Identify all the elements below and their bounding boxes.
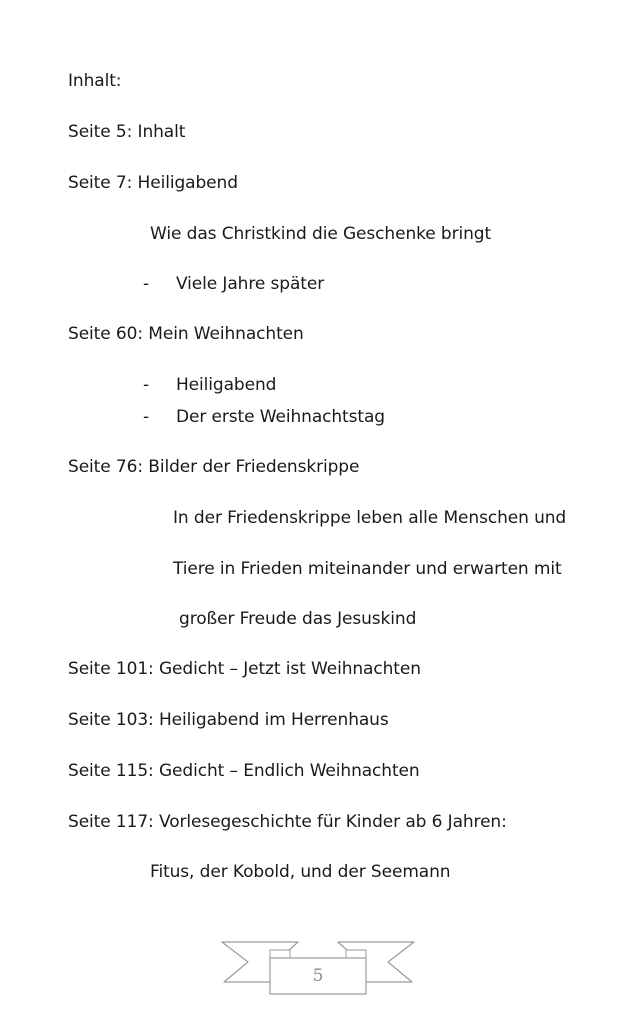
bullet-dash: - [143,375,150,395]
toc-entry-herrenhaus: Seite 103: Heiligabend im Herrenhaus [68,710,389,730]
toc-entry-gedicht-endlich: Seite 115: Gedicht – Endlich Weihnachten [68,761,420,781]
page-number: 5 [312,966,324,986]
toc-bullet-erster-tag: Der erste Weihnachtstag [176,407,385,427]
toc-sub-fitus: Fitus, der Kobold, und der Seemann [150,862,451,882]
toc-entry-mein-weihnachten: Seite 60: Mein Weihnachten [68,324,304,344]
toc-bullet-viele-jahre: Viele Jahre später [176,274,325,294]
toc-entry-vorlese: Seite 117: Vorlesegeschichte für Kinder ab 6 Jahren: [68,812,507,832]
toc-heading: Inhalt: [68,71,122,91]
toc-desc-line-1: In der Friedenskrippe leben alle Menschen und [173,508,567,528]
bullet-dash: - [143,274,150,294]
toc-desc-line-3: großer Freude das Jesuskind [179,609,417,629]
toc-entry-heiligabend: Seite 7: Heiligabend [68,173,238,193]
toc-bullet-heiligabend: Heiligabend [176,375,277,395]
toc-sub-christkind: Wie das Christkind die Geschenke bringt [150,224,492,244]
toc-entry-friedenskrippe: Seite 76: Bilder der Friedenskrippe [68,457,360,477]
toc-desc-line-2: Tiere in Frieden miteinander und erwarten mit [173,559,562,579]
toc-entry-inhalt: Seite 5: Inhalt [68,122,186,142]
toc-entry-gedicht-jetzt: Seite 101: Gedicht – Jetzt ist Weihnachten [68,659,421,679]
bullet-dash: - [143,407,150,427]
